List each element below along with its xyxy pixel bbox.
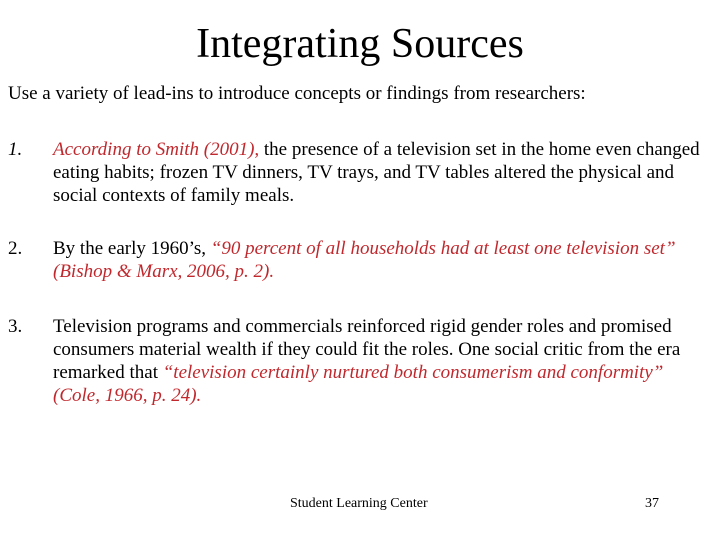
item-number: 2. [8,238,23,259]
item-number: 1. [8,139,23,160]
lead-in-citation: According to Smith (2001), [53,139,260,160]
item-body: the presence of a television set in the home even changed eating habits; frozen TV dinners, TV trays, and TV tables altered the physical and social contexts of family meals. [53,139,700,206]
slide-title: Integrating Sources [196,21,524,67]
item-number: 3. [8,316,23,337]
intro-text: Use a variety of lead-ins to introduce concepts or findings from researchers: [8,83,586,104]
item-citation: (Bishop & Marx, 2006, p. 2). [53,261,275,282]
item-text [53,237,713,283]
item-quote: “television certainly nurtured both consumerism and conformity” [162,362,664,383]
item-text [53,138,713,207]
item-body: Television programs and commercials reinforced rigid gender roles and promised consumers material wealth if they could fit the roles. One social critic from the era remarked that [53,316,681,383]
page-number: 37 [645,496,659,511]
item-citation: (Cole, 1966, p. 24). [53,385,202,406]
item-text [53,315,713,407]
item-body: By the early 1960’s, [53,238,211,259]
footer-label: Student Learning Center [290,496,428,511]
item-quote: “90 percent of all households had at least one television set” [210,238,676,259]
